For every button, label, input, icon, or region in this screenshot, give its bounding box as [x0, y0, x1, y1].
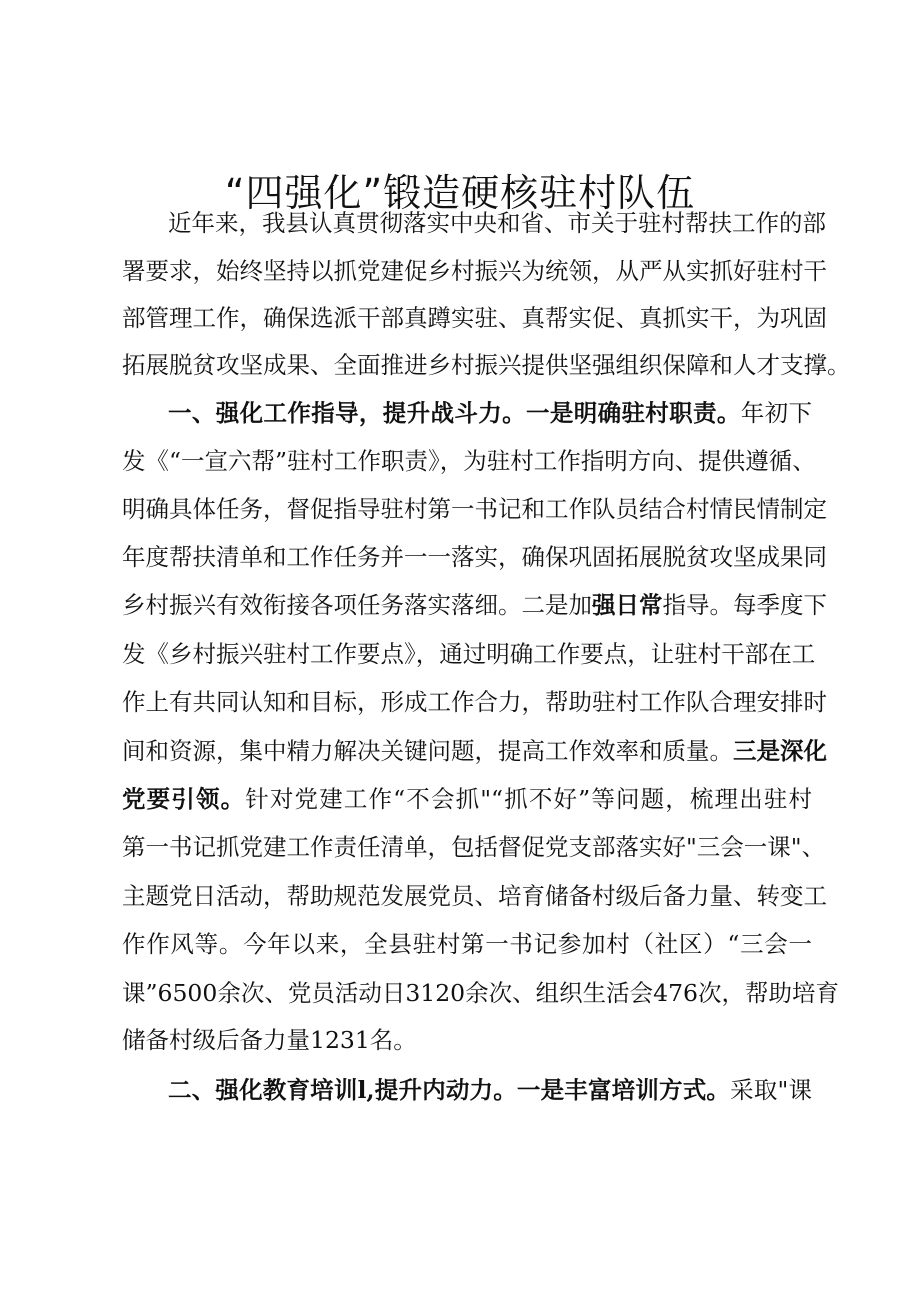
- section1-line-7: 作上有共同认知和目标，形成工作合力，帮助驻村工作队合理安排时: [122, 688, 827, 716]
- intro-line-2: 署要求，始终坚持以抓党建促乡村振兴为统领，从严从实抓好驻村干: [122, 257, 827, 285]
- section2-line-1: [168, 1066, 812, 1114]
- intro-line-3: 部管理工作，确保选派干部真蹲实驻、真帮实促、真抓实干，为巩固: [122, 304, 827, 332]
- bold-span: 强日常: [592, 591, 663, 619]
- section1-line-5: [122, 581, 827, 629]
- section1-line-13: 课”6500余次、党员活动日3120余次、组织生活会476次，帮助培育: [122, 979, 839, 1007]
- section1-line-2: 发《“一宣六帮”驻村工作职责》，为驻村工作指明方向、提供遵循、: [122, 447, 816, 475]
- bold-span: 党要引领。: [122, 785, 246, 813]
- text-span: 间和资源，集中精力解决关键问题，提高工作效率和质量。: [122, 737, 733, 765]
- section1-text: 年初下: [740, 399, 813, 427]
- section2-text: 采取"课: [730, 1076, 812, 1104]
- text-span: 针对党建工作“不会抓"“抓不好”等问题，梳理出驻村: [245, 785, 813, 813]
- intro-line-4: 拓展脱贫攻坚成果、全面推进乡村振兴提供坚强组织保障和人才支撑。: [122, 351, 851, 379]
- section2-heading: 二、强化教育培训l,提升内动力。一是丰富培训方式。: [168, 1076, 731, 1104]
- section1-line-10: 第一书记抓党建工作责任清单，包括督促党支部落实好"三会一课"、: [122, 833, 826, 861]
- page-title: “四强化”锻造硬核驻村队伍: [224, 171, 696, 215]
- section1-line-1: [168, 389, 812, 437]
- section1-line-6: 发《乡村振兴驻村工作要点》，通过明确工作要点，让驻村干部在工: [122, 640, 816, 668]
- intro-line-1: 近年来，我县认真贯彻落实中央和省、市关于驻村帮扶工作的部: [168, 209, 826, 237]
- section1-line-8: [122, 727, 827, 775]
- text-span: 乡村振兴有效衔接各项任务落实落细。二是加: [122, 591, 592, 619]
- section1-line-12: 作作风等。今年以来，全县驻村第一书记参加村（社区）“三会一: [122, 930, 812, 958]
- bold-span: 三是深化: [733, 737, 827, 765]
- text-span: 指导。每季度下: [662, 591, 827, 619]
- section1-line-3: 明确具体任务，督促指导驻村第一书记和工作队员结合村情民情制定: [122, 495, 827, 523]
- section1-line-9: [122, 775, 812, 823]
- section1-heading: 一、强化工作指导，提升战斗力。一是明确驻村职责。: [168, 399, 741, 427]
- section1-line-11: 主题党日活动，帮助规范发展党员、培育储备村级后备力量、转变工: [122, 882, 827, 910]
- section1-line-4: 年度帮扶清单和工作任务并一一落实，确保巩固拓展脱贫攻坚成果同: [122, 543, 827, 571]
- section1-line-14: 储备村级后备力量1231名。: [122, 1026, 417, 1054]
